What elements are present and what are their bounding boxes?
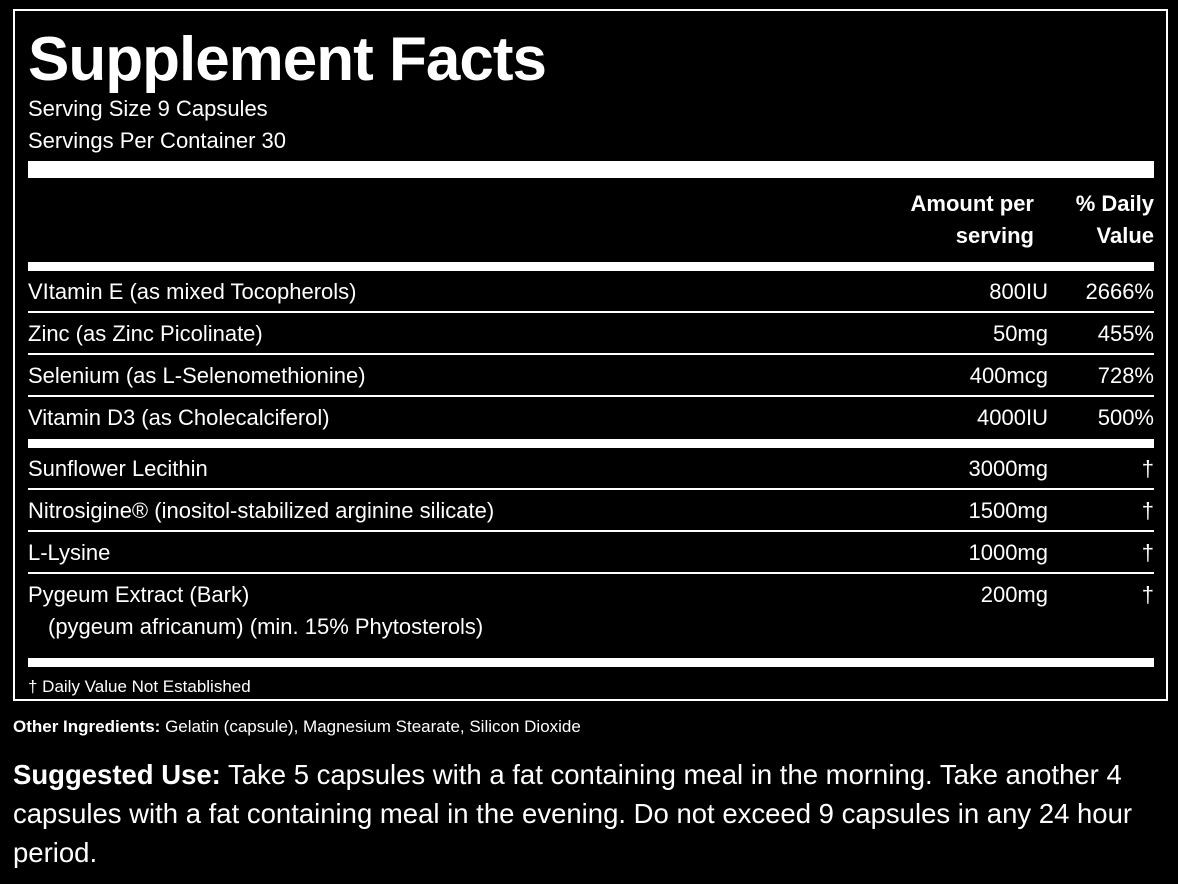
nutrient-amount: 50mg [992,321,1048,346]
footnote: † Daily Value Not Established [28,677,251,696]
ingredient-row [28,490,1154,532]
nutrient-name: Zinc (as Zinc Picolinate) [28,321,263,346]
dagger-mark: † [1141,456,1154,481]
label-title: Supplement Facts [28,25,546,94]
other-ingredients [13,714,581,740]
supplement-facts-panel [13,9,1168,701]
suggested-use-label: Suggested Use: [13,759,221,790]
ingredient-subtext: (pygeum africanum) (min. 15% Phytosterols) [48,614,484,639]
nutrient-row [28,271,1154,313]
dagger-mark: † [1141,582,1154,607]
thick-divider [28,161,1154,178]
ingredient-row [28,574,1154,658]
ingredient-name: Sunflower Lecithin [28,456,208,481]
nutrient-name: Selenium (as L-Selenomethionine) [28,363,366,388]
ingredient-amount: 3000mg [968,456,1048,481]
dagger-mark: † [1141,498,1154,523]
suggested-use-text: Take 5 capsules with a fat containing meal in the morning. Take another 4 capsules with a fat containing meal in the evening. Do not exceed 9 capsules in any 24 hour period. [13,759,1133,868]
ingredient-name: L-Lysine [28,540,111,565]
daily-value-header: % Daily Value [1075,191,1154,248]
nutrient-row [28,313,1154,355]
ingredient-rows [28,448,1154,658]
ingredient-amount: 200mg [980,582,1048,607]
nutrient-daily-value: 2666% [1085,279,1154,304]
ingredient-amount: 1000mg [968,540,1048,565]
nutrient-amount: 400mcg [969,363,1048,388]
nutrient-amount: 4000IU [977,405,1048,430]
serving-size: Serving Size 9 Capsules [28,96,268,121]
dagger-mark: † [1141,540,1154,565]
nutrient-amount: 800IU [989,279,1048,304]
medium-divider [28,262,1154,271]
suggested-use [13,755,1173,872]
ingredient-name: Nitrosigine® (inositol-stabilized arginine silicate) [28,498,495,523]
ingredient-name: Pygeum Extract (Bark) [28,582,250,607]
ingredient-amount: 1500mg [968,498,1048,523]
nutrient-daily-value: 500% [1097,405,1154,430]
other-ingredients-text: Gelatin (capsule), Magnesium Stearate, Silicon Dioxide [160,717,581,736]
nutrient-daily-value: 455% [1097,321,1154,346]
ingredient-row [28,448,1154,490]
other-ingredients-label: Other Ingredients: [13,717,161,736]
amount-header: Amount per serving [910,191,1034,248]
nutrient-daily-value: 728% [1097,363,1154,388]
servings-per-container: Servings Per Container 30 [28,128,287,153]
vitamin-rows [28,271,1154,439]
medium-divider [28,658,1154,667]
nutrient-row [28,397,1154,439]
nutrient-name: VItamin E (as mixed Tocopherols) [28,279,357,304]
nutrient-row [28,355,1154,397]
medium-divider [28,439,1154,448]
ingredient-row [28,532,1154,574]
nutrient-name: Vitamin D3 (as Cholecalciferol) [28,405,330,430]
column-header [28,178,1154,262]
